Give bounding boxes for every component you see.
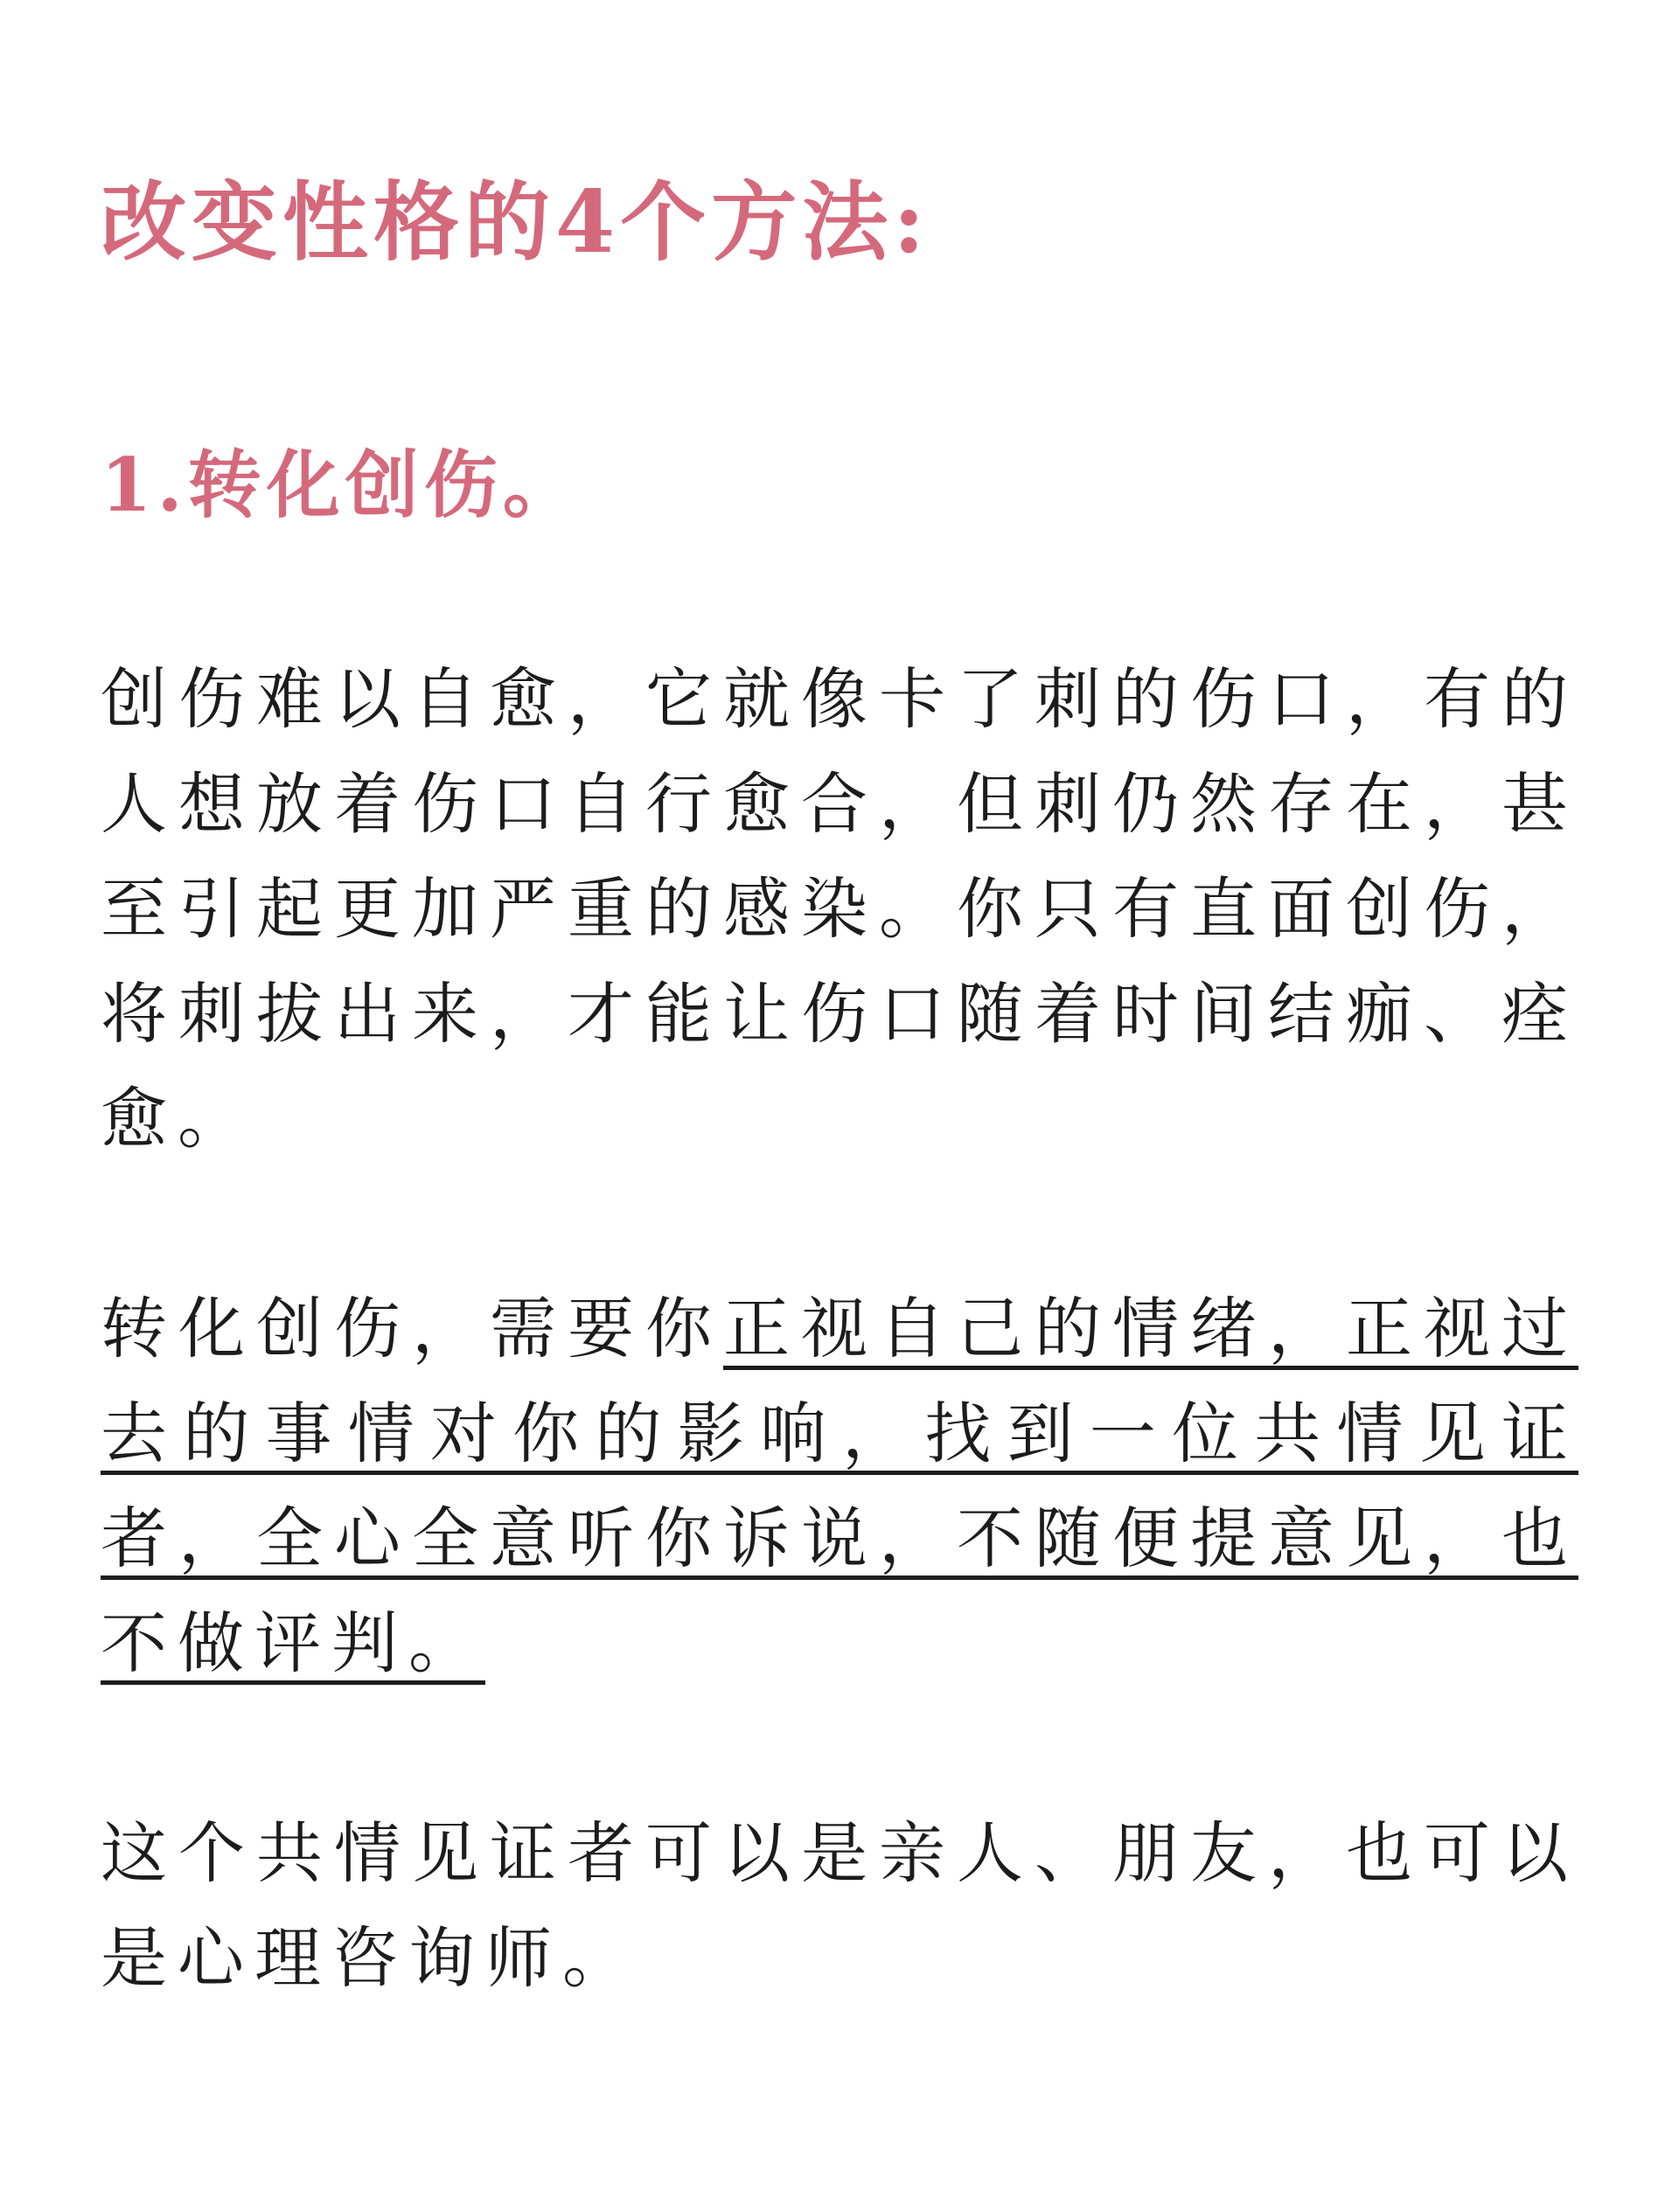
paragraph-empathic-witness: 这个共情见证者可以是亲人、朋友，也可以是心理咨询师。 [101,1814,1578,1997]
paragraph-trauma-healing: 创伤难以自愈，它就像卡了刺的伤口，有的人想放着伤口自行愈合，但刺仍然存在，甚至引起更加严重的感染。你只有直面创伤，将刺拔出来，才能让伤口随着时间结痂、痊愈。 [101,660,1578,1158]
section-heading: 1.转化创伤。 [101,442,582,528]
paragraph-transform-trauma [101,1276,1578,1696]
paragraph-intro-text: 转化创伤，需要你 [101,1290,723,1367]
page-title: 改变性格的4个方法: [101,172,930,273]
underlined-emphasis-text: 正视自己的情绪，正视过去的事情对你的影响，找到一位共情见证者，全心全意听你诉说，不随便提意见，也不做评判。 [101,1290,1578,1682]
